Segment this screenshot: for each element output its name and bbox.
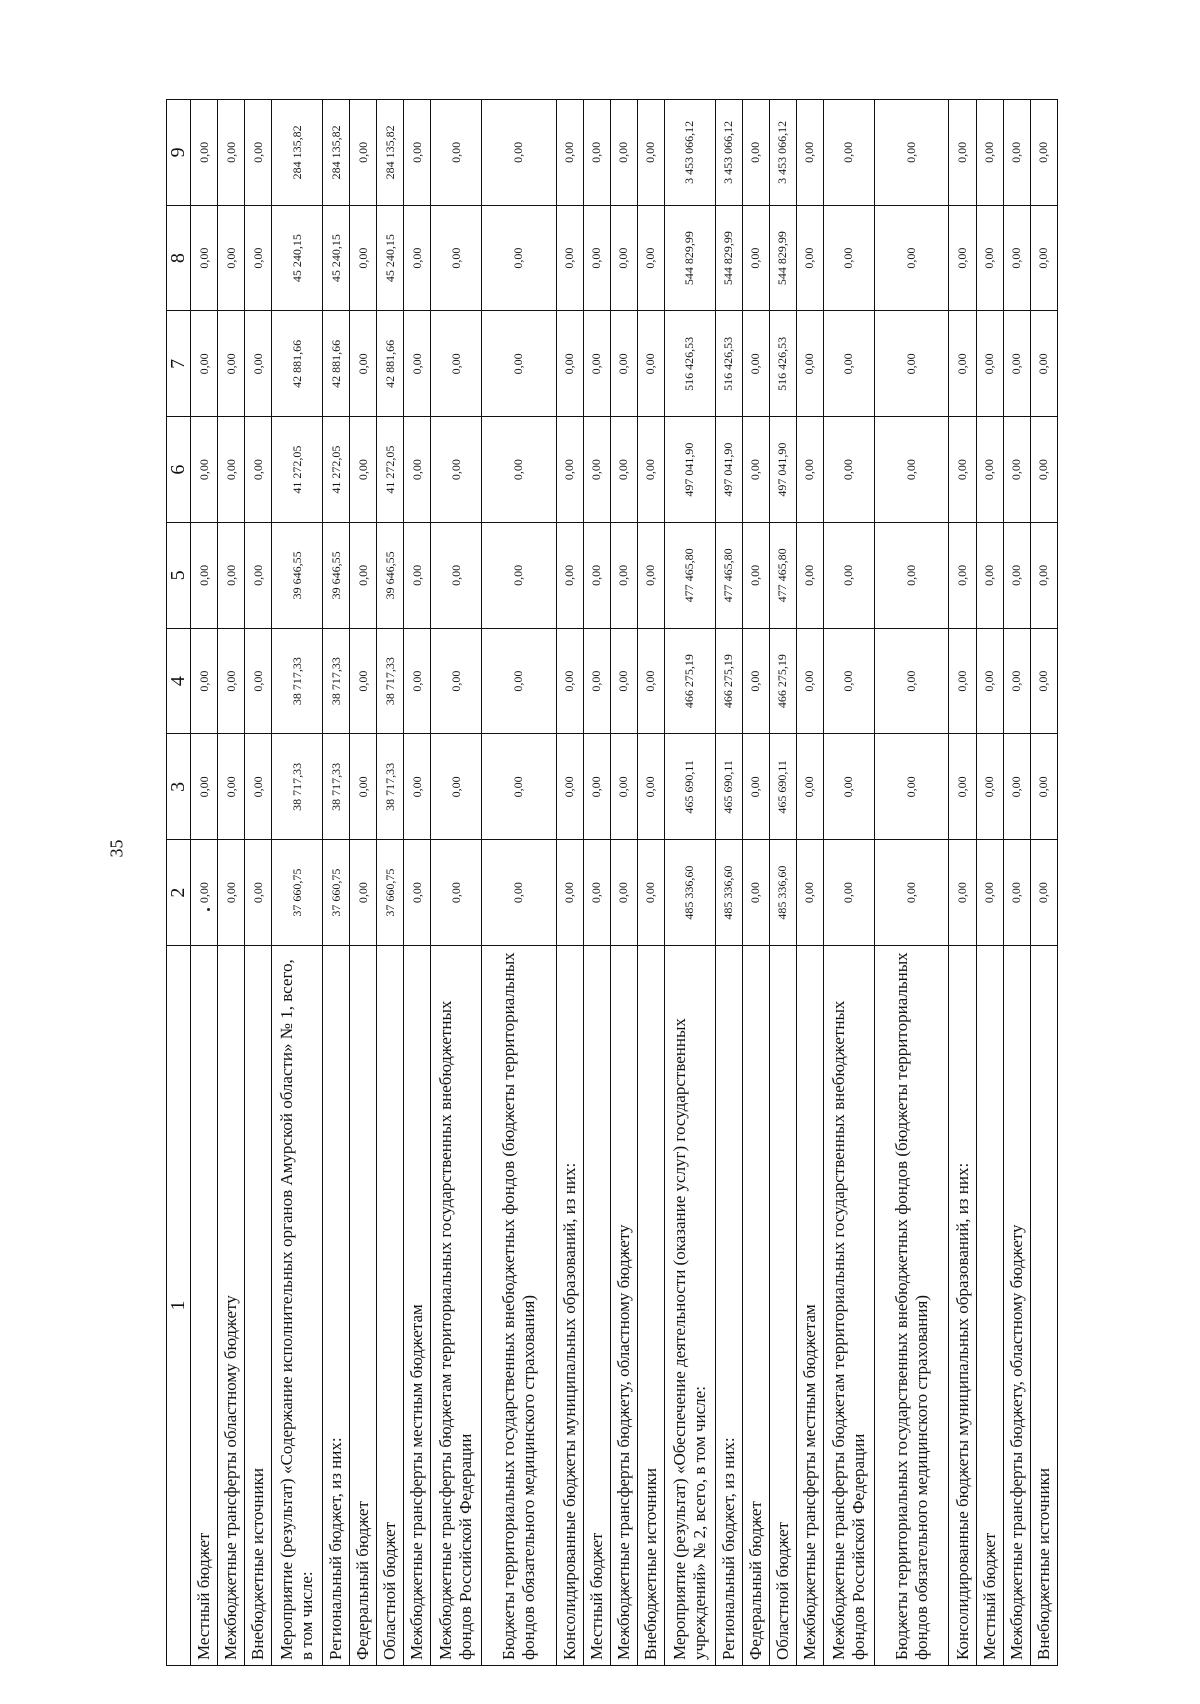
cell-value: 284 135,82 [377, 100, 404, 206]
cell-value: 0,00 [245, 205, 272, 311]
cell-value: 0,00 [796, 100, 823, 206]
cell-value: 0,00 [431, 205, 482, 311]
cell-value: 0,00 [245, 734, 272, 840]
table-row [583, 100, 610, 1666]
cell-value: 38 717,33 [272, 734, 323, 840]
cell-value: 0,00 [431, 417, 482, 523]
row-label: Межбюджетные трансферты местным бюджетам [796, 946, 823, 1666]
cell-value: 38 717,33 [323, 734, 350, 840]
cell-value: 0,00 [874, 734, 949, 840]
table-row [610, 100, 637, 1666]
cell-value: 0,00 [350, 628, 377, 734]
cell-value: 516 426,53 [664, 311, 715, 417]
row-label: Межбюджетные трансферты бюджетам территориальных государственных внебюджетных фондов Российской Федерации [431, 946, 482, 1666]
page-number [108, 838, 126, 859]
cell-value: 0,00 [637, 417, 664, 523]
cell-value: 0,00 [637, 100, 664, 206]
table-row [742, 100, 769, 1666]
cell-value: 0,00 [1030, 205, 1057, 311]
cell-value: 0,00 [823, 840, 874, 946]
cell-value: 0,00 [874, 100, 949, 206]
cell-value: 0,00 [637, 734, 664, 840]
cell-value: 477 465,80 [715, 523, 742, 629]
cell-value: 465 690,11 [664, 734, 715, 840]
cell-value: 37 660,75 [272, 840, 323, 946]
cell-value: 0,00 [245, 840, 272, 946]
cell-value: 0,00 [482, 205, 557, 311]
cell-value: 0,00 [1030, 840, 1057, 946]
cell-value: 0,00 [350, 734, 377, 840]
cell-value: 42 881,66 [323, 311, 350, 417]
cell-value: 0,00 [949, 311, 976, 417]
header-row [167, 100, 191, 1666]
row-label: Бюджеты территориальных государственных внебюджетных фондов (бюджеты территориальных фондов обязательного медицинского страхования) [482, 946, 557, 1666]
cell-value: 0,00 [404, 311, 431, 417]
cell-value: 0,00 [245, 100, 272, 206]
cell-value: 0,00 [218, 628, 245, 734]
cell-value: 0,00 [245, 417, 272, 523]
cell-value: 0,00 [556, 417, 583, 523]
row-label: Областной бюджет [769, 946, 796, 1666]
cell-value: 0,00 [556, 523, 583, 629]
row-label: Межбюджетные трансферты местным бюджетам [404, 946, 431, 1666]
cell-value: 0,00 [976, 311, 1003, 417]
row-label: Внебюджетные источники [245, 946, 272, 1666]
row-label: Местный бюджет [583, 946, 610, 1666]
cell-value: 0,00 [637, 628, 664, 734]
cell-value: 0,00 [949, 840, 976, 946]
cell-value: 284 135,82 [272, 100, 323, 206]
cell-value: 0,00 [556, 628, 583, 734]
table-row [1030, 100, 1057, 1666]
cell-value: 0,00 [556, 840, 583, 946]
cell-value: 0,00 [583, 840, 610, 946]
cell-value: 0,00 [431, 100, 482, 206]
cell-value: 0,00 [742, 417, 769, 523]
cell-value: 0,00 [583, 628, 610, 734]
row-label: Мероприятие (результат) «Содержание исполнительных органов Амурской области» № 1, всего, в том числе: [272, 946, 323, 1666]
cell-value: 466 275,19 [715, 628, 742, 734]
cell-value: 0,00 [1003, 523, 1030, 629]
cell-value: 0,00 [431, 523, 482, 629]
table-row [191, 100, 218, 1666]
cell-value: 3 453 066,12 [769, 100, 796, 206]
cell-value: 0,00 [742, 205, 769, 311]
column-header: 8 [167, 205, 191, 311]
cell-value: 477 465,80 [664, 523, 715, 629]
cell-value: 0,00 [1030, 100, 1057, 206]
cell-value: 0,00 [191, 734, 218, 840]
cell-value: 0,00 [191, 628, 218, 734]
cell-value: 0,00 [431, 840, 482, 946]
cell-value: 0,00 [350, 100, 377, 206]
cell-value: 0,00 [796, 311, 823, 417]
cell-value: 0,00 [583, 311, 610, 417]
cell-value: 0,00 [823, 628, 874, 734]
row-label: Межбюджетные трансферты бюджетам территориальных государственных внебюджетных фондов Российской Федерации [823, 946, 874, 1666]
table-row [323, 100, 350, 1666]
cell-value: 0,00 [556, 205, 583, 311]
cell-value: 0,00 [637, 205, 664, 311]
cell-value: 0,00 [1030, 628, 1057, 734]
rotated-table-container [166, 100, 1058, 1666]
cell-value: 0,00 [742, 523, 769, 629]
row-label: Местный бюджет [976, 946, 1003, 1666]
cell-value: 0,00 [404, 100, 431, 206]
table-row [796, 100, 823, 1666]
cell-value: 0,00 [218, 205, 245, 311]
table-row [272, 100, 323, 1666]
cell-value: 284 135,82 [323, 100, 350, 206]
cell-value: 0,00 [245, 628, 272, 734]
cell-value: 0,00 [245, 311, 272, 417]
cell-value: 497 041,90 [715, 417, 742, 523]
cell-value: 544 829,99 [715, 205, 742, 311]
row-label: Консолидированные бюджеты муниципальных образований, из них: [556, 946, 583, 1666]
cell-value: 497 041,90 [664, 417, 715, 523]
column-header: 1 [167, 946, 191, 1666]
cell-value: 41 272,05 [323, 417, 350, 523]
cell-value: 0,00 [874, 628, 949, 734]
cell-value: 0,00 [1003, 100, 1030, 206]
cell-value: 41 272,05 [377, 417, 404, 523]
cell-value: 0,00 [556, 311, 583, 417]
cell-value: 485 336,60 [769, 840, 796, 946]
cell-value: 0,00 [823, 205, 874, 311]
cell-value: 0,00 [482, 100, 557, 206]
cell-value: 3 453 066,12 [715, 100, 742, 206]
cell-value: 0,00 [556, 734, 583, 840]
cell-value: 477 465,80 [769, 523, 796, 629]
row-label: Внебюджетные источники [1030, 946, 1057, 1666]
budget-table [166, 99, 1058, 1666]
cell-value: 0,00 [218, 840, 245, 946]
cell-value: 0,00 [350, 311, 377, 417]
cell-value: 3 453 066,12 [664, 100, 715, 206]
table-body [191, 100, 1058, 1666]
cell-value: 0,00 [404, 417, 431, 523]
cell-value: 0,00 [976, 205, 1003, 311]
cell-value: 0,00 [218, 311, 245, 417]
cell-value: 0,00 [976, 734, 1003, 840]
cell-value: 466 275,19 [664, 628, 715, 734]
cell-value: 0,00 [742, 100, 769, 206]
cell-value: 0,00 [1003, 417, 1030, 523]
cell-value: 0,00 [1003, 628, 1030, 734]
cell-value: 544 829,99 [664, 205, 715, 311]
cell-value: 0,00 [404, 628, 431, 734]
cell-value: 0,00 [245, 523, 272, 629]
table-row [431, 100, 482, 1666]
cell-value: 0,00 [742, 840, 769, 946]
column-header: 5 [167, 523, 191, 629]
cell-value: 42 881,66 [377, 311, 404, 417]
cell-value: 0,00 [823, 734, 874, 840]
cell-value: 0,00 [823, 311, 874, 417]
cell-value: 0,00 [583, 734, 610, 840]
cell-value: 0,00 [1030, 523, 1057, 629]
page-number-text: 35 [106, 839, 127, 858]
cell-value: 0,00 [482, 417, 557, 523]
cell-value: 0,00 [610, 417, 637, 523]
cell-value: 0,00 [976, 628, 1003, 734]
table-row [218, 100, 245, 1666]
column-header: 2 [167, 840, 191, 946]
column-header: 6 [167, 417, 191, 523]
cell-value: 0,00 [742, 628, 769, 734]
cell-value: 0,00 [874, 311, 949, 417]
cell-value: 38 717,33 [323, 628, 350, 734]
cell-value: 0,00 [874, 417, 949, 523]
row-label: Межбюджетные трансферты областному бюджету [218, 946, 245, 1666]
row-label: Региональный бюджет, из них: [715, 946, 742, 1666]
cell-value: 0,00 [610, 205, 637, 311]
cell-value: 0,00 [796, 734, 823, 840]
cell-value: 0,00 [796, 628, 823, 734]
cell-value: 0,00 [874, 840, 949, 946]
cell-value: 0,00 [404, 205, 431, 311]
cell-value: 0,00 [823, 417, 874, 523]
row-label: Бюджеты территориальных государственных внебюджетных фондов (бюджеты территориальных фондов обязательного медицинского страхования) [874, 946, 949, 1666]
table-row [350, 100, 377, 1666]
cell-value: 0,00 [949, 523, 976, 629]
table-row [404, 100, 431, 1666]
row-label: Региональный бюджет, из них: [323, 946, 350, 1666]
table-row [377, 100, 404, 1666]
cell-value: 37 660,75 [323, 840, 350, 946]
cell-value: 0,00 [218, 100, 245, 206]
cell-value: 0,00 [1003, 205, 1030, 311]
cell-value: 0,00 [482, 734, 557, 840]
row-label: Консолидированные бюджеты муниципальных образований, из них: [949, 946, 976, 1666]
cell-value: 0,00 [976, 100, 1003, 206]
cell-value: 0,00 [404, 840, 431, 946]
column-header: 9 [167, 100, 191, 206]
cell-value: 0,00 [742, 734, 769, 840]
cell-value: 0,00 [1003, 840, 1030, 946]
cell-value: 39 646,55 [272, 523, 323, 629]
cell-value: 45 240,15 [272, 205, 323, 311]
cell-value: 0,00 [823, 100, 874, 206]
cell-value: 0,00 [976, 840, 1003, 946]
cell-value: 0,00 [583, 100, 610, 206]
cell-value: 0,00 [482, 311, 557, 417]
cell-value: 0,00 [1030, 734, 1057, 840]
cell-value: 39 646,55 [377, 523, 404, 629]
column-header: 3 [167, 734, 191, 840]
cell-value: 42 881,66 [272, 311, 323, 417]
cell-value: 0,00 [556, 100, 583, 206]
table-row [556, 100, 583, 1666]
cell-value: 0,00 [610, 311, 637, 417]
cell-value: 0,00 [350, 523, 377, 629]
cell-value: 497 041,90 [769, 417, 796, 523]
cell-value: 45 240,15 [377, 205, 404, 311]
cell-value: 0,00 [191, 100, 218, 206]
cell-value: 0,00 [350, 417, 377, 523]
cell-value: 0,00 [1003, 734, 1030, 840]
cell-value: 0,00 [482, 628, 557, 734]
column-header: 4 [167, 628, 191, 734]
cell-value: 466 275,19 [769, 628, 796, 734]
cell-value: 0,00 [431, 734, 482, 840]
cell-value: 0,00 [482, 840, 557, 946]
cell-value: 0,00 [949, 628, 976, 734]
cell-value: 0,00 [949, 734, 976, 840]
table-row [823, 100, 874, 1666]
row-label: Федеральный бюджет [350, 946, 377, 1666]
table-row [874, 100, 949, 1666]
row-label: Межбюджетные трансферты бюджету, областному бюджету [1003, 946, 1030, 1666]
cell-value: 0,00 [350, 205, 377, 311]
cell-value: 0,00 [191, 417, 218, 523]
cell-value: 0,00 [637, 840, 664, 946]
cell-value: 0,00 [796, 523, 823, 629]
row-label: Местный бюджет [191, 946, 218, 1666]
cell-value: 0,00 [350, 840, 377, 946]
cell-value: 0,00 [404, 523, 431, 629]
cell-value: 0,00 [218, 417, 245, 523]
cell-value: 0,00 [191, 523, 218, 629]
cell-value: 485 336,60 [715, 840, 742, 946]
table-row [976, 100, 1003, 1666]
table-row [769, 100, 796, 1666]
cell-value: 0,00 [1003, 311, 1030, 417]
cell-value: 0,00 [482, 523, 557, 629]
cell-value: 0,00 [191, 205, 218, 311]
cell-value: 516 426,53 [769, 311, 796, 417]
cell-value: 41 272,05 [272, 417, 323, 523]
row-label: Межбюджетные трансферты бюджету, областному бюджету [610, 946, 637, 1666]
cell-value: 0,00 [610, 100, 637, 206]
cell-value: 544 829,99 [769, 205, 796, 311]
cell-value: 0,00 [796, 840, 823, 946]
cell-value: 0,00 [191, 840, 218, 946]
row-label: Областной бюджет [377, 946, 404, 1666]
cell-value: 465 690,11 [769, 734, 796, 840]
cell-value: 0,00 [874, 205, 949, 311]
cell-value: 0,00 [404, 734, 431, 840]
table-row [482, 100, 557, 1666]
cell-value: 0,00 [610, 840, 637, 946]
cell-value: 0,00 [949, 100, 976, 206]
cell-value: 0,00 [610, 734, 637, 840]
cell-value: 37 660,75 [377, 840, 404, 946]
cell-value: 0,00 [583, 205, 610, 311]
table-row [664, 100, 715, 1666]
table-row [949, 100, 976, 1666]
cell-value: 0,00 [1030, 311, 1057, 417]
cell-value: 0,00 [431, 628, 482, 734]
table-row [715, 100, 742, 1666]
cell-value: 0,00 [976, 523, 1003, 629]
cell-value: 0,00 [431, 311, 482, 417]
cell-value: 0,00 [823, 523, 874, 629]
cell-value: 38 717,33 [272, 628, 323, 734]
row-label: Внебюджетные источники [637, 946, 664, 1666]
cell-value: 0,00 [583, 523, 610, 629]
cell-value: 465 690,11 [715, 734, 742, 840]
cell-value: 485 336,60 [664, 840, 715, 946]
table-row [637, 100, 664, 1666]
table-row [1003, 100, 1030, 1666]
cell-value: 0,00 [583, 417, 610, 523]
cell-value: 38 717,33 [377, 628, 404, 734]
row-label: Мероприятие (результат) «Обеспечение деятельности (оказание услуг) государственных учреждений» № 2, всего, в том числе: [664, 946, 715, 1666]
cell-value: 516 426,53 [715, 311, 742, 417]
cell-value: 38 717,33 [377, 734, 404, 840]
cell-value: 0,00 [796, 205, 823, 311]
cell-value: 0,00 [218, 734, 245, 840]
cell-value: 0,00 [874, 523, 949, 629]
cell-value: 0,00 [742, 311, 769, 417]
cell-value: 0,00 [949, 417, 976, 523]
cell-value: 0,00 [976, 417, 1003, 523]
table-row [245, 100, 272, 1666]
cell-value: 0,00 [796, 417, 823, 523]
cell-value: 0,00 [949, 205, 976, 311]
cell-value: 0,00 [610, 523, 637, 629]
cell-value: 39 646,55 [323, 523, 350, 629]
cell-value: 45 240,15 [323, 205, 350, 311]
cell-value: 0,00 [191, 311, 218, 417]
cell-value: 0,00 [1030, 417, 1057, 523]
row-label: Федеральный бюджет [742, 946, 769, 1666]
cell-value: 0,00 [218, 523, 245, 629]
cell-value: 0,00 [610, 628, 637, 734]
column-header: 7 [167, 311, 191, 417]
cell-value: 0,00 [637, 311, 664, 417]
cell-value: 0,00 [637, 523, 664, 629]
